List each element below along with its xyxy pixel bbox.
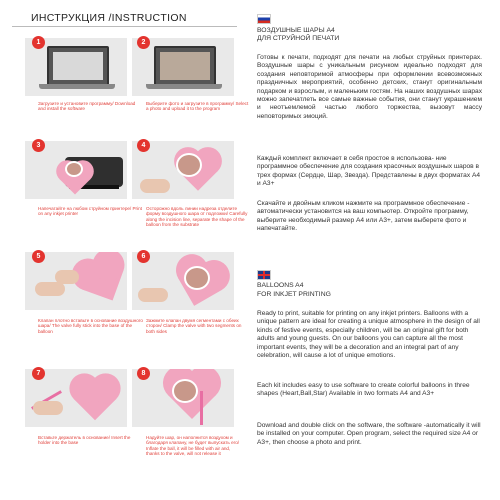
en-paragraph-2: Each kit includes easy to use software to create colorful balloons in three shapes (Heart,Ball,Star) Available in two formats A4 and A3+ <box>257 382 470 398</box>
laptop-icon <box>154 46 216 86</box>
step-5-badge: 5 <box>32 250 45 263</box>
ru-heading-line1: ВОЗДУШНЫЕ ШАРЫ А4 <box>257 27 335 34</box>
step-2-caption: Выберите фото и загрузите в программу/ Select a photo and upload it to the program <box>146 101 249 112</box>
en-heading-line1: BALLOONS A4 <box>257 282 304 289</box>
laptop-icon <box>47 46 109 86</box>
step-4-caption: Осторожно вдоль линии надреза отделите форму воздушного шара от подложки/ Carefully along the incision line, separate the shape of the balloon from the substrate <box>146 206 248 228</box>
step-2-badge: 2 <box>137 36 150 49</box>
en-paragraph-3: Download and double click on the software, the software -automatically it will be installed on your computer. Open program, select the required size A4 or A3+, then choose a photo and print. <box>257 422 481 446</box>
instruction-title: ИНСТРУКЦИЯ /INSTRUCTION <box>31 12 187 24</box>
step-7-badge: 7 <box>32 367 45 380</box>
step-7-caption: Вставьте держатель в основание/ Insert the holder into the base <box>38 435 131 446</box>
ru-paragraph-1: Готовы к печати, подходят для печати на любых струйных принтерах. Воздушные шары с уникальным рисунком идеально подходят для создания неповторимой атмосферы при оформлении всевозможных праздничных мероприятий, особенно детских, станут оригинальным подарком и взрослым, и маленьким гостям. На наших воздушных шарах можно запечатлеть все самые важные события, они станут украшением и неотъемлемой частью любого торжества, вызовут массу неповторимых эмоций. <box>257 54 482 120</box>
step-3-badge: 3 <box>32 139 45 152</box>
step-8-caption: Надуйте шар, он наполнится воздухом и благодаря клапану, не будет выпускать его/ Inflate the ball, it will be filled with air and, thanks to the valve, will not release it <box>146 435 240 457</box>
step-1-caption: Загрузите и установите программу/ Download and install the software <box>38 101 136 112</box>
ru-heading-line2: ДЛЯ СТРУЙНОЙ ПЕЧАТИ <box>257 35 340 42</box>
step-5-caption: Клапан плотно вставьте в основание воздушного шара/ The valve fully stick into the base of the balloon <box>38 318 143 334</box>
ru-paragraph-3: Скачайте и двойным кликом нажмите на программное обеспечение - автоматически установится на ваш компьютер. Откройте программу, выберите необходимый размер А4 или А3+, затем выберете фото и напечатайте. <box>257 200 470 233</box>
en-paragraph-1: Ready to print, suitable for printing on any inkjet printers. Balloons with a unique pattern are ideal for creating a unique atmosphere in the design of all kinds of festive events, especially children, will be an original gift for both adults and young guests. On our balloons you can capture all the most important events, they will be a decoration and an integral part of any celebration, will cause a lot of unique emotions. <box>257 310 480 360</box>
uk-flag-icon <box>257 270 271 280</box>
ru-paragraph-2: Каждый комплект включает в себя простое в использова- ние программное обеспечение для создания красочных воздушных шаров в трех формах (Сердце, Шар, Звезда). Представлены в двух форматах А4 и А3+ <box>257 155 481 188</box>
step-6-badge: 6 <box>137 250 150 263</box>
en-heading-line2: FOR INKJET PRINTING <box>257 291 331 298</box>
step-6-caption: Зажмите клапан двумя сегментами с обеих сторон/ Clamp the valve with two segments on both sides <box>146 318 242 334</box>
step-4-badge: 4 <box>137 139 150 152</box>
step-3-caption: Напечатайте на любом струйном принтере/ Print on any inkjet printer <box>38 206 142 217</box>
step-1-badge: 1 <box>32 36 45 49</box>
description-panel <box>255 0 500 500</box>
header-divider <box>12 26 237 27</box>
step-8-badge: 8 <box>137 367 150 380</box>
russia-flag-icon <box>257 14 271 24</box>
